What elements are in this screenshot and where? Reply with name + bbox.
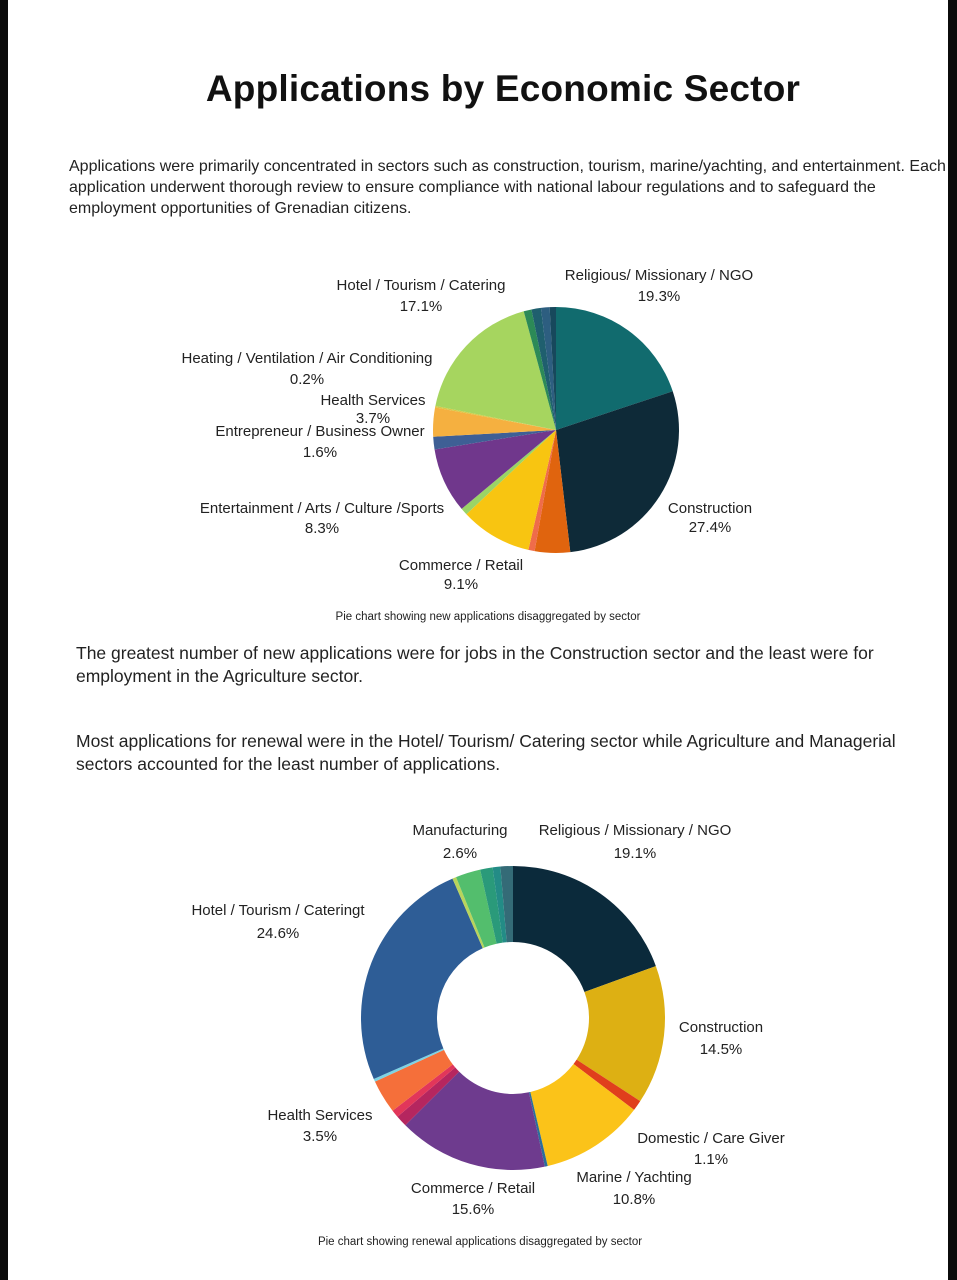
renewal-paragraph: Most applications for renewal were in the Hotel/ Tourism/ Catering sector while Agriculture and Managerial sectors accounted for the least number of applications. (76, 731, 896, 774)
slice-value-domestic-care-giver: 1.1% (693, 1151, 729, 1168)
pie-slice-hotel-tourism-cateringt (361, 879, 483, 1079)
slice-value-manufacturing: 2.6% (442, 845, 478, 862)
pie-slice-religious-missionary-ngo (513, 866, 656, 992)
slice-label-entertainment-arts-culture-sports: Entertainment / Arts / Culture /Sports (199, 500, 445, 517)
slice-value-health-services: 3.5% (302, 1128, 338, 1145)
slice-label-religious-missionary-ngo: Religious/ Missionary / NGO (564, 267, 754, 284)
slice-value-commerce-retail: 15.6% (451, 1201, 495, 1218)
chart2-caption: Pie chart showing renewal applications disaggregated by sector (317, 1236, 643, 1248)
new-applications-pie-chart (8, 255, 948, 595)
slice-label-hotel-tourism-catering: Hotel / Tourism / Catering (336, 277, 506, 294)
page-title: Applications by Economic Sector (205, 68, 801, 109)
slice-value-hotel-tourism-cateringt: 24.6% (256, 925, 300, 942)
slice-label-commerce-retail: Commerce / Retail (410, 1180, 536, 1197)
slice-label-health-services: Health Services (267, 1107, 373, 1124)
slice-value-entertainment-arts-culture-sports: 8.3% (304, 520, 340, 537)
slice-value-religious-missionary-ngo: 19.3% (637, 288, 681, 305)
slice-label-health-services: Health Services (320, 392, 426, 409)
slice-label-manufacturing: Manufacturing (412, 822, 508, 839)
slice-label-heating-ventilation-air-conditioning: Heating / Ventilation / Air Conditioning (181, 350, 433, 367)
renewal-applications-donut-chart (8, 810, 948, 1230)
slice-label-construction: Construction (667, 500, 753, 517)
slice-value-entrepreneur-business-owner: 1.6% (302, 444, 338, 461)
slice-value-heating-ventilation-air-conditioning: 0.2% (289, 371, 325, 388)
slice-value-construction: 27.4% (688, 519, 732, 536)
slice-value-construction: 14.5% (699, 1041, 743, 1058)
slice-value-religious-missionary-ngo: 19.1% (613, 845, 657, 862)
slice-value-health-services: 3.7% (355, 410, 391, 427)
slice-label-hotel-tourism-cateringt: Hotel / Tourism / Cateringt (191, 902, 365, 919)
chart1-caption: Pie chart showing new applications disaggregated by sector (335, 611, 641, 623)
slice-label-religious-missionary-ngo: Religious / Missionary / NGO (538, 822, 732, 839)
slice-value-hotel-tourism-catering: 17.1% (399, 298, 443, 315)
slice-label-marine-yachting: Marine / Yachting (576, 1169, 692, 1186)
document-page (8, 0, 948, 1280)
slice-label-commerce-retail: Commerce / Retail (398, 557, 524, 574)
construction-paragraph: The greatest number of new applications were for jobs in the Construction sector and the least were for employment in the Agriculture sector. (76, 643, 874, 686)
slice-label-construction: Construction (678, 1019, 764, 1036)
intro-paragraph: Applications were primarily concentrated in sectors such as construction, tourism, marine/yachting, and entertainment. Each application underwent thorough review to ensure compliance with national labour regulations and to safeguard the employment opportunities of Grenadian citizens. (69, 158, 946, 217)
slice-value-commerce-retail: 9.1% (443, 576, 479, 593)
slice-label-entrepreneur-business-owner: Entrepreneur / Business Owner (215, 423, 425, 440)
slice-value-marine-yachting: 10.8% (612, 1191, 656, 1208)
slice-label-domestic-care-giver: Domestic / Care Giver (637, 1130, 785, 1147)
